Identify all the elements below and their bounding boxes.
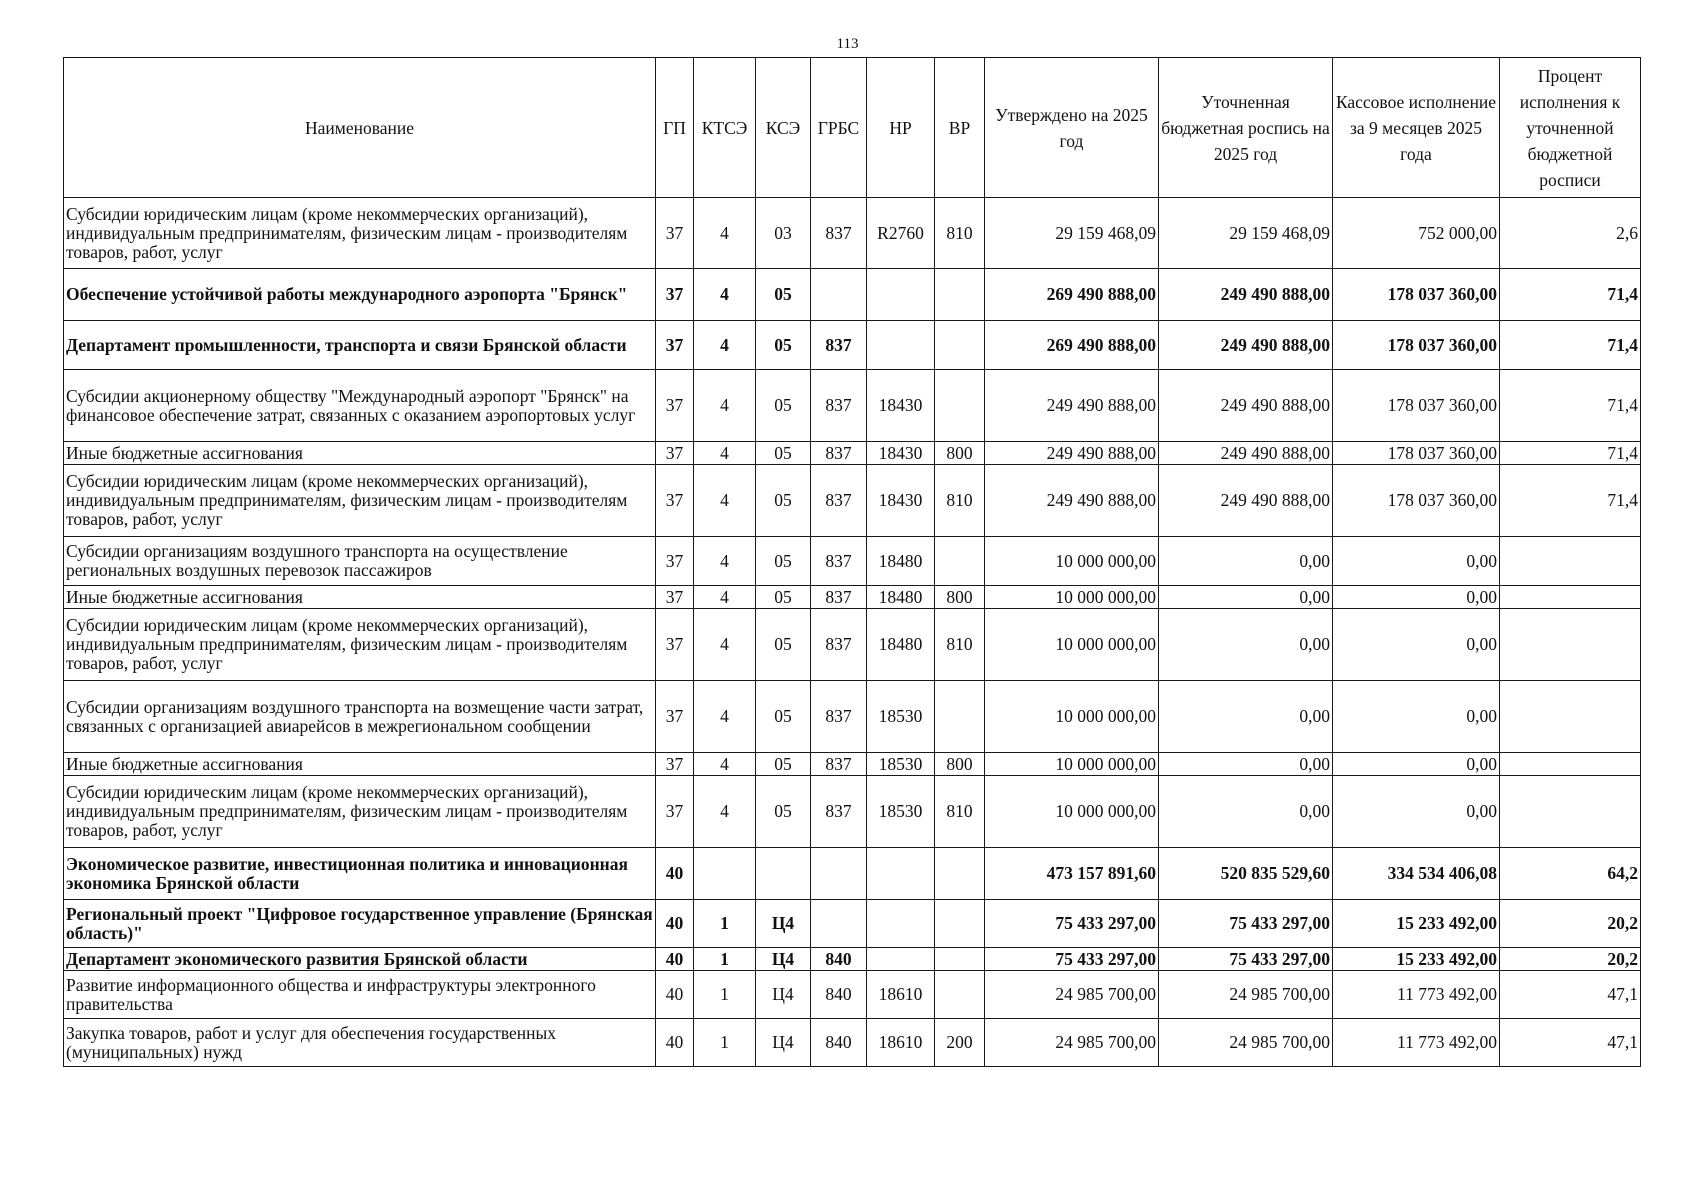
- cell-name: Региональный проект "Цифровое государственное управление (Брянская область)": [64, 900, 656, 948]
- cell-gp: 40: [656, 948, 694, 971]
- cell-refined: 0,00: [1159, 776, 1333, 848]
- cell-refined: 0,00: [1159, 586, 1333, 609]
- cell-ktse: 1: [694, 1019, 756, 1067]
- cell-gp: 37: [656, 753, 694, 776]
- cell-percent: [1500, 753, 1641, 776]
- cell-cash: 0,00: [1333, 776, 1500, 848]
- cell-percent: 71,4: [1500, 321, 1641, 370]
- header-kse: КСЭ: [756, 58, 811, 198]
- cell-name: Субсидии юридическим лицам (кроме некоммерческих организаций), индивидуальным предпринимателям, физическим лицам - производителям товаров, работ, услуг: [64, 609, 656, 681]
- cell-gp: 37: [656, 586, 694, 609]
- cell-np: 18530: [867, 753, 935, 776]
- cell-vr: 800: [935, 442, 985, 465]
- cell-gp: 37: [656, 776, 694, 848]
- cell-gp: 37: [656, 442, 694, 465]
- cell-vr: [935, 948, 985, 971]
- cell-gp: 40: [656, 848, 694, 900]
- cell-cash: 334 534 406,08: [1333, 848, 1500, 900]
- cell-ktse: 4: [694, 609, 756, 681]
- cell-refined: 0,00: [1159, 537, 1333, 586]
- cell-ktse: [694, 848, 756, 900]
- cell-kse: 05: [756, 465, 811, 537]
- cell-refined: 75 433 297,00: [1159, 948, 1333, 971]
- cell-grbs: [811, 900, 867, 948]
- cell-vr: [935, 269, 985, 321]
- cell-refined: 75 433 297,00: [1159, 900, 1333, 948]
- cell-percent: 71,4: [1500, 370, 1641, 442]
- cell-grbs: 837: [811, 609, 867, 681]
- cell-vr: [935, 848, 985, 900]
- cell-gp: 37: [656, 269, 694, 321]
- cell-grbs: 837: [811, 753, 867, 776]
- cell-np: 18480: [867, 537, 935, 586]
- cell-refined: 249 490 888,00: [1159, 321, 1333, 370]
- cell-np: 18530: [867, 681, 935, 753]
- cell-approved: 249 490 888,00: [985, 465, 1159, 537]
- cell-ktse: 4: [694, 537, 756, 586]
- cell-approved: 10 000 000,00: [985, 681, 1159, 753]
- cell-vr: [935, 681, 985, 753]
- cell-gp: 37: [656, 537, 694, 586]
- cell-grbs: 837: [811, 198, 867, 269]
- cell-vr: [935, 900, 985, 948]
- cell-vr: 810: [935, 776, 985, 848]
- cell-grbs: 837: [811, 681, 867, 753]
- cell-approved: 269 490 888,00: [985, 321, 1159, 370]
- cell-refined: 249 490 888,00: [1159, 442, 1333, 465]
- cell-name: Субсидии организациям воздушного транспорта на возмещение части затрат, связанных с организацией авиарейсов в межрегиональном сообщении: [64, 681, 656, 753]
- cell-cash: 0,00: [1333, 681, 1500, 753]
- cell-kse: 05: [756, 442, 811, 465]
- cell-kse: 05: [756, 269, 811, 321]
- cell-kse: 05: [756, 537, 811, 586]
- cell-np: [867, 321, 935, 370]
- cell-refined: 24 985 700,00: [1159, 1019, 1333, 1067]
- cell-ktse: 1: [694, 948, 756, 971]
- cell-gp: 37: [656, 681, 694, 753]
- cell-percent: 71,4: [1500, 442, 1641, 465]
- cell-percent: [1500, 776, 1641, 848]
- cell-name: Департамент промышленности, транспорта и связи Брянской области: [64, 321, 656, 370]
- cell-approved: 10 000 000,00: [985, 776, 1159, 848]
- cell-np: [867, 269, 935, 321]
- cell-kse: Ц4: [756, 971, 811, 1019]
- header-approved: Утверждено на 2025 год: [985, 58, 1159, 198]
- cell-approved: 75 433 297,00: [985, 900, 1159, 948]
- table-row: [64, 370, 1641, 442]
- cell-percent: 71,4: [1500, 465, 1641, 537]
- cell-ktse: 4: [694, 753, 756, 776]
- cell-kse: [756, 848, 811, 900]
- cell-np: 18480: [867, 609, 935, 681]
- cell-approved: 10 000 000,00: [985, 537, 1159, 586]
- cell-percent: 64,2: [1500, 848, 1641, 900]
- cell-percent: 2,6: [1500, 198, 1641, 269]
- cell-grbs: 840: [811, 948, 867, 971]
- cell-name: Закупка товаров, работ и услуг для обеспечения государственных (муниципальных) нужд: [64, 1019, 656, 1067]
- cell-vr: [935, 971, 985, 1019]
- table-row: [64, 586, 1641, 609]
- cell-np: R2760: [867, 198, 935, 269]
- cell-gp: 40: [656, 900, 694, 948]
- cell-refined: 249 490 888,00: [1159, 370, 1333, 442]
- header-refined: Уточненная бюджетная роспись на 2025 год: [1159, 58, 1333, 198]
- cell-vr: 800: [935, 586, 985, 609]
- cell-cash: 15 233 492,00: [1333, 948, 1500, 971]
- cell-ktse: 1: [694, 971, 756, 1019]
- cell-name: Субсидии юридическим лицам (кроме некоммерческих организаций), индивидуальным предпринимателям, физическим лицам - производителям товаров, работ, услуг: [64, 776, 656, 848]
- cell-np: 18610: [867, 971, 935, 1019]
- cell-name: Экономическое развитие, инвестиционная политика и инновационная экономика Брянской области: [64, 848, 656, 900]
- cell-percent: 20,2: [1500, 900, 1641, 948]
- cell-grbs: 837: [811, 370, 867, 442]
- table-row: [64, 1019, 1641, 1067]
- cell-refined: 24 985 700,00: [1159, 971, 1333, 1019]
- cell-grbs: 837: [811, 776, 867, 848]
- cell-refined: 249 490 888,00: [1159, 269, 1333, 321]
- cell-name: Обеспечение устойчивой работы международного аэропорта "Брянск": [64, 269, 656, 321]
- cell-vr: 810: [935, 198, 985, 269]
- cell-name: Иные бюджетные ассигнования: [64, 753, 656, 776]
- page-number: 113: [836, 36, 859, 52]
- cell-name: Иные бюджетные ассигнования: [64, 442, 656, 465]
- cell-name: Субсидии юридическим лицам (кроме некоммерческих организаций), индивидуальным предпринимателям, физическим лицам - производителям товаров, работ, услуг: [64, 198, 656, 269]
- cell-approved: 10 000 000,00: [985, 586, 1159, 609]
- cell-cash: 178 037 360,00: [1333, 321, 1500, 370]
- cell-percent: 20,2: [1500, 948, 1641, 971]
- cell-name: Субсидии акционерному обществу "Международный аэропорт "Брянск" на финансовое обеспечение затрат, связанных с оказанием аэропортовых услуг: [64, 370, 656, 442]
- cell-np: 18430: [867, 465, 935, 537]
- cell-ktse: 4: [694, 370, 756, 442]
- cell-approved: 24 985 700,00: [985, 971, 1159, 1019]
- cell-grbs: [811, 269, 867, 321]
- table-row: [64, 753, 1641, 776]
- cell-kse: 05: [756, 776, 811, 848]
- cell-vr: [935, 370, 985, 442]
- header-vr: ВР: [935, 58, 985, 198]
- cell-np: 18430: [867, 442, 935, 465]
- cell-ktse: 4: [694, 776, 756, 848]
- cell-percent: [1500, 537, 1641, 586]
- table-row: [64, 465, 1641, 537]
- table-row: [64, 537, 1641, 586]
- cell-approved: 10 000 000,00: [985, 753, 1159, 776]
- table-row: [64, 321, 1641, 370]
- table-row: [64, 900, 1641, 948]
- cell-cash: 11 773 492,00: [1333, 971, 1500, 1019]
- cell-gp: 37: [656, 465, 694, 537]
- header-cash: Кассовое исполнение за 9 месяцев 2025 года: [1333, 58, 1500, 198]
- cell-approved: 249 490 888,00: [985, 370, 1159, 442]
- cell-name: Развитие информационного общества и инфраструктуры электронного правительства: [64, 971, 656, 1019]
- cell-approved: 29 159 468,09: [985, 198, 1159, 269]
- cell-name: Субсидии организациям воздушного транспорта на осуществление региональных воздушных перевозок пассажиров: [64, 537, 656, 586]
- table-row: [64, 681, 1641, 753]
- cell-grbs: 837: [811, 537, 867, 586]
- table-row: [64, 776, 1641, 848]
- header-row: [64, 58, 1641, 198]
- cell-approved: 24 985 700,00: [985, 1019, 1159, 1067]
- cell-grbs: 837: [811, 442, 867, 465]
- cell-cash: 178 037 360,00: [1333, 269, 1500, 321]
- cell-gp: 40: [656, 1019, 694, 1067]
- cell-refined: 520 835 529,60: [1159, 848, 1333, 900]
- table-row: [64, 442, 1641, 465]
- table-row: [64, 848, 1641, 900]
- cell-refined: 0,00: [1159, 609, 1333, 681]
- cell-ktse: 4: [694, 465, 756, 537]
- cell-refined: 0,00: [1159, 681, 1333, 753]
- table-row: [64, 269, 1641, 321]
- cell-ktse: 1: [694, 900, 756, 948]
- cell-kse: 03: [756, 198, 811, 269]
- cell-kse: 05: [756, 753, 811, 776]
- header-gp: ГП: [656, 58, 694, 198]
- cell-ktse: 4: [694, 681, 756, 753]
- cell-ktse: 4: [694, 442, 756, 465]
- cell-cash: 0,00: [1333, 609, 1500, 681]
- cell-kse: 05: [756, 609, 811, 681]
- header-np: НР: [867, 58, 935, 198]
- cell-cash: 0,00: [1333, 537, 1500, 586]
- cell-approved: 269 490 888,00: [985, 269, 1159, 321]
- header-name: Наименование: [64, 58, 656, 198]
- cell-vr: 800: [935, 753, 985, 776]
- cell-percent: [1500, 681, 1641, 753]
- cell-vr: 200: [935, 1019, 985, 1067]
- header-ktse: КТСЭ: [694, 58, 756, 198]
- cell-cash: 0,00: [1333, 586, 1500, 609]
- cell-cash: 178 037 360,00: [1333, 465, 1500, 537]
- table-body: [64, 198, 1641, 1067]
- cell-gp: 40: [656, 971, 694, 1019]
- cell-cash: 178 037 360,00: [1333, 370, 1500, 442]
- cell-gp: 37: [656, 198, 694, 269]
- cell-cash: 15 233 492,00: [1333, 900, 1500, 948]
- header-grbs: ГРБС: [811, 58, 867, 198]
- cell-approved: 249 490 888,00: [985, 442, 1159, 465]
- cell-percent: [1500, 609, 1641, 681]
- cell-vr: 810: [935, 609, 985, 681]
- cell-refined: 29 159 468,09: [1159, 198, 1333, 269]
- cell-cash: 11 773 492,00: [1333, 1019, 1500, 1067]
- table-row: [64, 198, 1641, 269]
- cell-np: [867, 900, 935, 948]
- cell-np: 18480: [867, 586, 935, 609]
- table-row: [64, 609, 1641, 681]
- table-row: [64, 948, 1641, 971]
- cell-refined: 249 490 888,00: [1159, 465, 1333, 537]
- cell-name: Субсидии юридическим лицам (кроме некоммерческих организаций), индивидуальным предпринимателям, физическим лицам - производителям товаров, работ, услуг: [64, 465, 656, 537]
- cell-ktse: 4: [694, 198, 756, 269]
- cell-approved: 10 000 000,00: [985, 609, 1159, 681]
- cell-vr: 810: [935, 465, 985, 537]
- cell-percent: [1500, 586, 1641, 609]
- cell-vr: [935, 537, 985, 586]
- budget-table: [63, 57, 1641, 1067]
- cell-gp: 37: [656, 321, 694, 370]
- cell-percent: 71,4: [1500, 269, 1641, 321]
- cell-vr: [935, 321, 985, 370]
- cell-grbs: 837: [811, 321, 867, 370]
- cell-gp: 37: [656, 609, 694, 681]
- cell-cash: 178 037 360,00: [1333, 442, 1500, 465]
- cell-np: [867, 948, 935, 971]
- cell-kse: 05: [756, 586, 811, 609]
- cell-ktse: 4: [694, 321, 756, 370]
- cell-approved: 75 433 297,00: [985, 948, 1159, 971]
- cell-ktse: 4: [694, 586, 756, 609]
- cell-np: [867, 848, 935, 900]
- cell-grbs: 840: [811, 971, 867, 1019]
- cell-kse: Ц4: [756, 900, 811, 948]
- cell-kse: Ц4: [756, 1019, 811, 1067]
- cell-kse: 05: [756, 321, 811, 370]
- cell-percent: 47,1: [1500, 1019, 1641, 1067]
- cell-kse: Ц4: [756, 948, 811, 971]
- cell-name: Иные бюджетные ассигнования: [64, 586, 656, 609]
- table-row: [64, 971, 1641, 1019]
- cell-ktse: 4: [694, 269, 756, 321]
- cell-gp: 37: [656, 370, 694, 442]
- cell-np: 18530: [867, 776, 935, 848]
- cell-kse: 05: [756, 370, 811, 442]
- cell-kse: 05: [756, 681, 811, 753]
- cell-grbs: [811, 848, 867, 900]
- cell-percent: 47,1: [1500, 971, 1641, 1019]
- cell-name: Департамент экономического развития Брянской области: [64, 948, 656, 971]
- cell-approved: 473 157 891,60: [985, 848, 1159, 900]
- cell-np: 18430: [867, 370, 935, 442]
- cell-grbs: 837: [811, 586, 867, 609]
- cell-grbs: 837: [811, 465, 867, 537]
- cell-grbs: 840: [811, 1019, 867, 1067]
- cell-cash: 0,00: [1333, 753, 1500, 776]
- cell-refined: 0,00: [1159, 753, 1333, 776]
- cell-np: 18610: [867, 1019, 935, 1067]
- header-percent: Процент исполнения к уточненной бюджетной росписи: [1500, 58, 1641, 198]
- cell-cash: 752 000,00: [1333, 198, 1500, 269]
